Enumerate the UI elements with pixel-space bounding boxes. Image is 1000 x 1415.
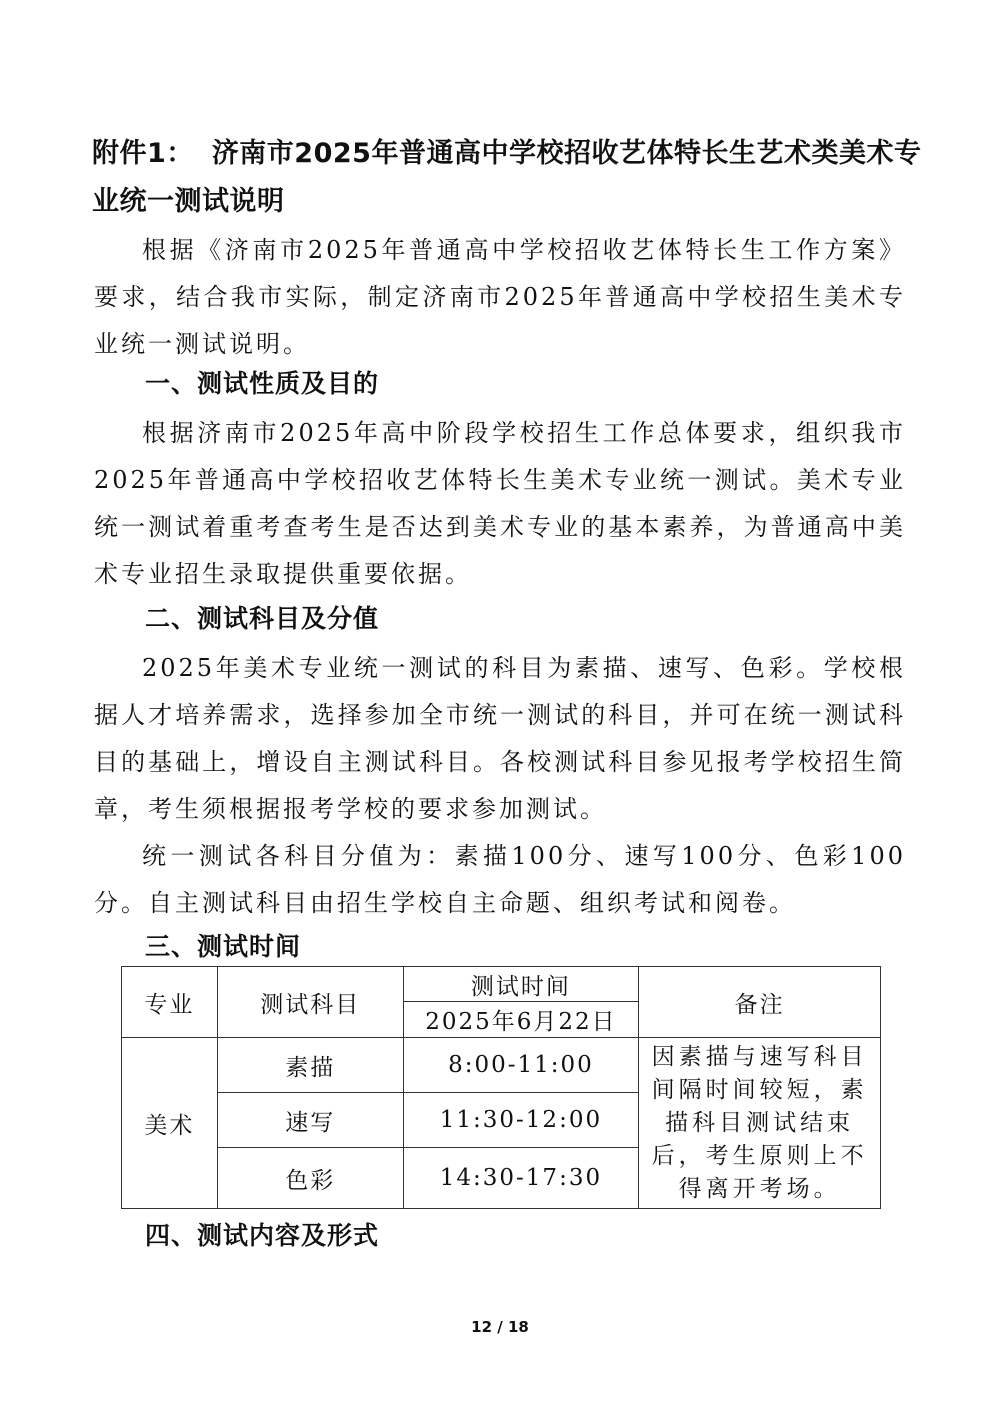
cell-subject: 速写 — [217, 1093, 403, 1148]
section-2-paragraph-1: 2025年美术专业统一测试的科目为素描、速写、色彩。学校根据人才培养需求，选择参加全市统一测试的科目，并可在统一测试科目的基础上，增设自主测试科目。各校测试科目参见报考学校招生简章，考生须根据报考学校的要求参加测试。 — [94, 654, 906, 823]
document-title — [92, 130, 922, 226]
header-subject: 测试科目 — [217, 967, 403, 1038]
section-heading-1: 一、测试性质及目的 — [145, 369, 380, 398]
header-note: 备注 — [639, 967, 881, 1038]
title-prefix: 附件1： — [92, 138, 194, 169]
cell-note: 因素描与速写科目间隔时间较短，素描科目测试结束后，考生原则上不得离开考场。 — [639, 1038, 881, 1209]
cell-major: 美术 — [122, 1038, 218, 1209]
cell-subject: 素描 — [217, 1038, 403, 1093]
table-header-row — [122, 967, 881, 1002]
cell-time: 8:00-11:00 — [403, 1038, 639, 1093]
section-1-paragraph: 根据济南市2025年高中阶段学校招生工作总体要求，组织我市2025年普通高中学校招收艺体特长生美术专业统一测试。美术专业统一测试着重考查考生是否达到美术专业的基本素养，为普通高中美术专业招生录取提供重要依据。 — [94, 419, 906, 588]
cell-time: 11:30-12:00 — [403, 1093, 639, 1148]
title-text: 济南市2025年普通高中学校招收艺体特长生艺术类美术专业统一测试说明 — [92, 138, 922, 217]
section-heading-4: 四、测试内容及形式 — [145, 1221, 380, 1250]
table-row — [122, 1038, 881, 1093]
schedule-table — [121, 966, 881, 1209]
intro-paragraph: 根据《济南市2025年普通高中学校招收艺体特长生工作方案》要求，结合我市实际，制定济南市2025年普通高中学校招生美术专业统一测试说明。 — [94, 236, 906, 358]
header-time: 测试时间 — [403, 967, 639, 1002]
header-major: 专业 — [122, 967, 218, 1038]
page-number: 12 / 18 — [471, 1318, 529, 1336]
section-heading-2: 二、测试科目及分值 — [145, 604, 380, 633]
section-heading-3: 三、测试时间 — [145, 932, 302, 961]
cell-time: 14:30-17:30 — [403, 1148, 639, 1209]
cell-subject: 色彩 — [217, 1148, 403, 1209]
header-date: 2025年6月22日 — [403, 1002, 639, 1038]
section-2-paragraph-2: 统一测试各科目分值为：素描100分、速写100分、色彩100分。自主测试科目由招生学校自主命题、组织考试和阅卷。 — [94, 842, 906, 917]
